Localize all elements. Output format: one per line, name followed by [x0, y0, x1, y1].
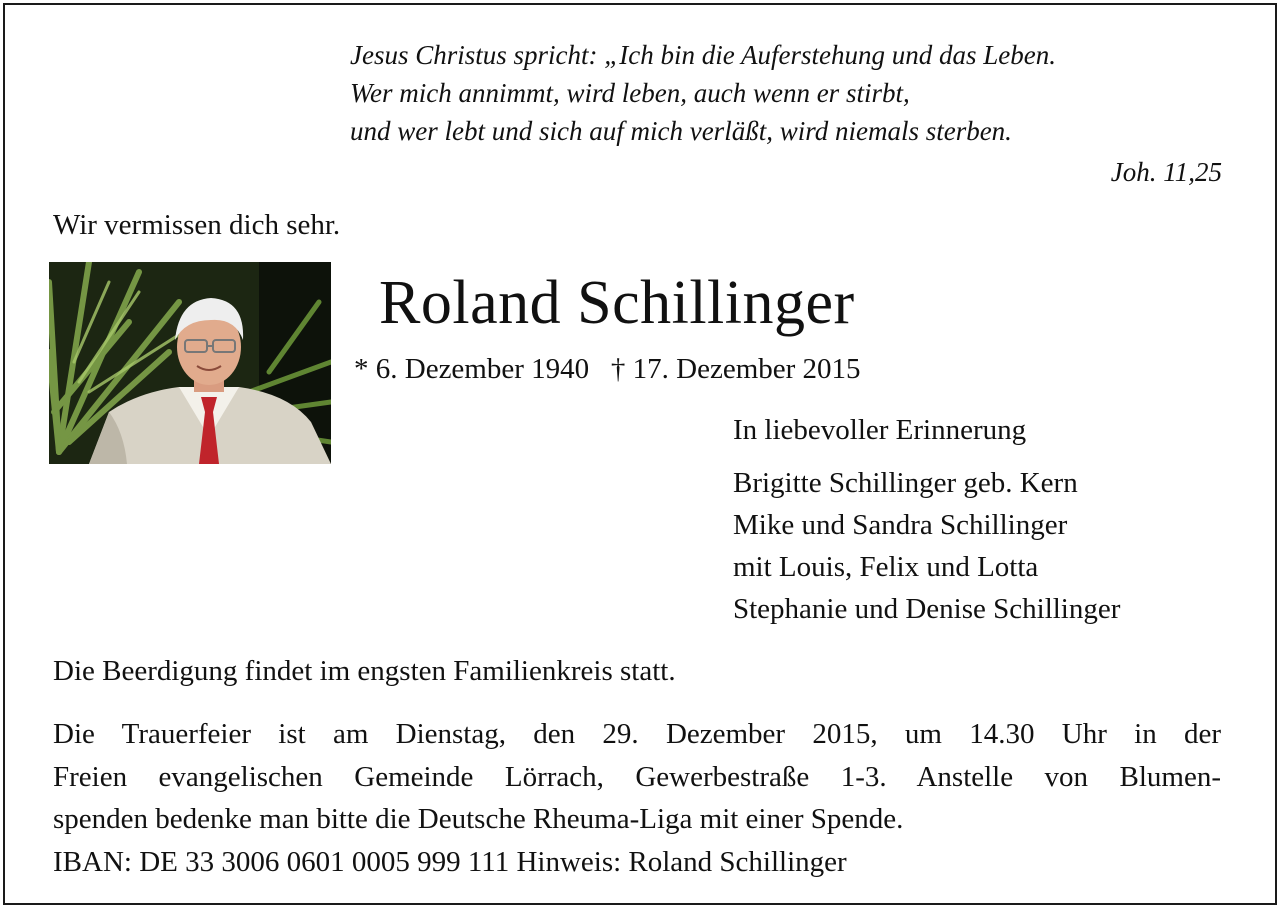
- mourners-list: [733, 462, 1120, 630]
- bible-quote: [350, 36, 1056, 150]
- tagline: Wir vermissen dich sehr.: [53, 209, 341, 241]
- quote-line-2: Wer mich annimmt, wird leben, auch wenn er stirbt,: [350, 78, 910, 108]
- mourner-line: Brigitte Schillinger geb. Kern: [733, 467, 1078, 499]
- bank-details: IBAN: DE 33 3006 0601 0005 999 111 Hinweis: Roland Schillinger: [53, 845, 847, 878]
- quote-line-3: und wer lebt und sich auf mich verläßt, wird niemals sterben.: [350, 116, 1012, 146]
- service-line: Die Trauerfeier ist am Dienstag, den 29. Dezember 2015, um 14.30 Uhr in der: [53, 718, 1221, 750]
- mourner-line: mit Louis, Felix und Lotta: [733, 551, 1039, 583]
- mourner-line: Stephanie und Denise Schillinger: [733, 593, 1121, 625]
- quote-source: Joh. 11,25: [1110, 157, 1222, 187]
- life-dates: * 6. Dezember 1940 † 17. Dezember 2015: [354, 353, 861, 385]
- deceased-name: Roland Schillinger: [379, 269, 855, 337]
- funeral-note: Die Beerdigung findet im engsten Familienkreis statt.: [53, 655, 676, 687]
- memorial-heading: In liebevoller Erinnerung: [733, 414, 1027, 446]
- mourner-line: Mike und Sandra Schillinger: [733, 509, 1068, 541]
- portrait-photo: [49, 262, 331, 464]
- service-details: [53, 713, 1221, 883]
- service-line: spenden bedenke man bitte die Deutsche Rheuma-Liga mit einer Spende.: [53, 803, 904, 835]
- service-line: Freien evangelischen Gemeinde Lörrach, Gewerbestraße 1-3. Anstelle von Blumen-: [53, 760, 1221, 793]
- quote-line-1: Jesus Christus spricht: „Ich bin die Auferstehung und das Leben.: [350, 40, 1056, 70]
